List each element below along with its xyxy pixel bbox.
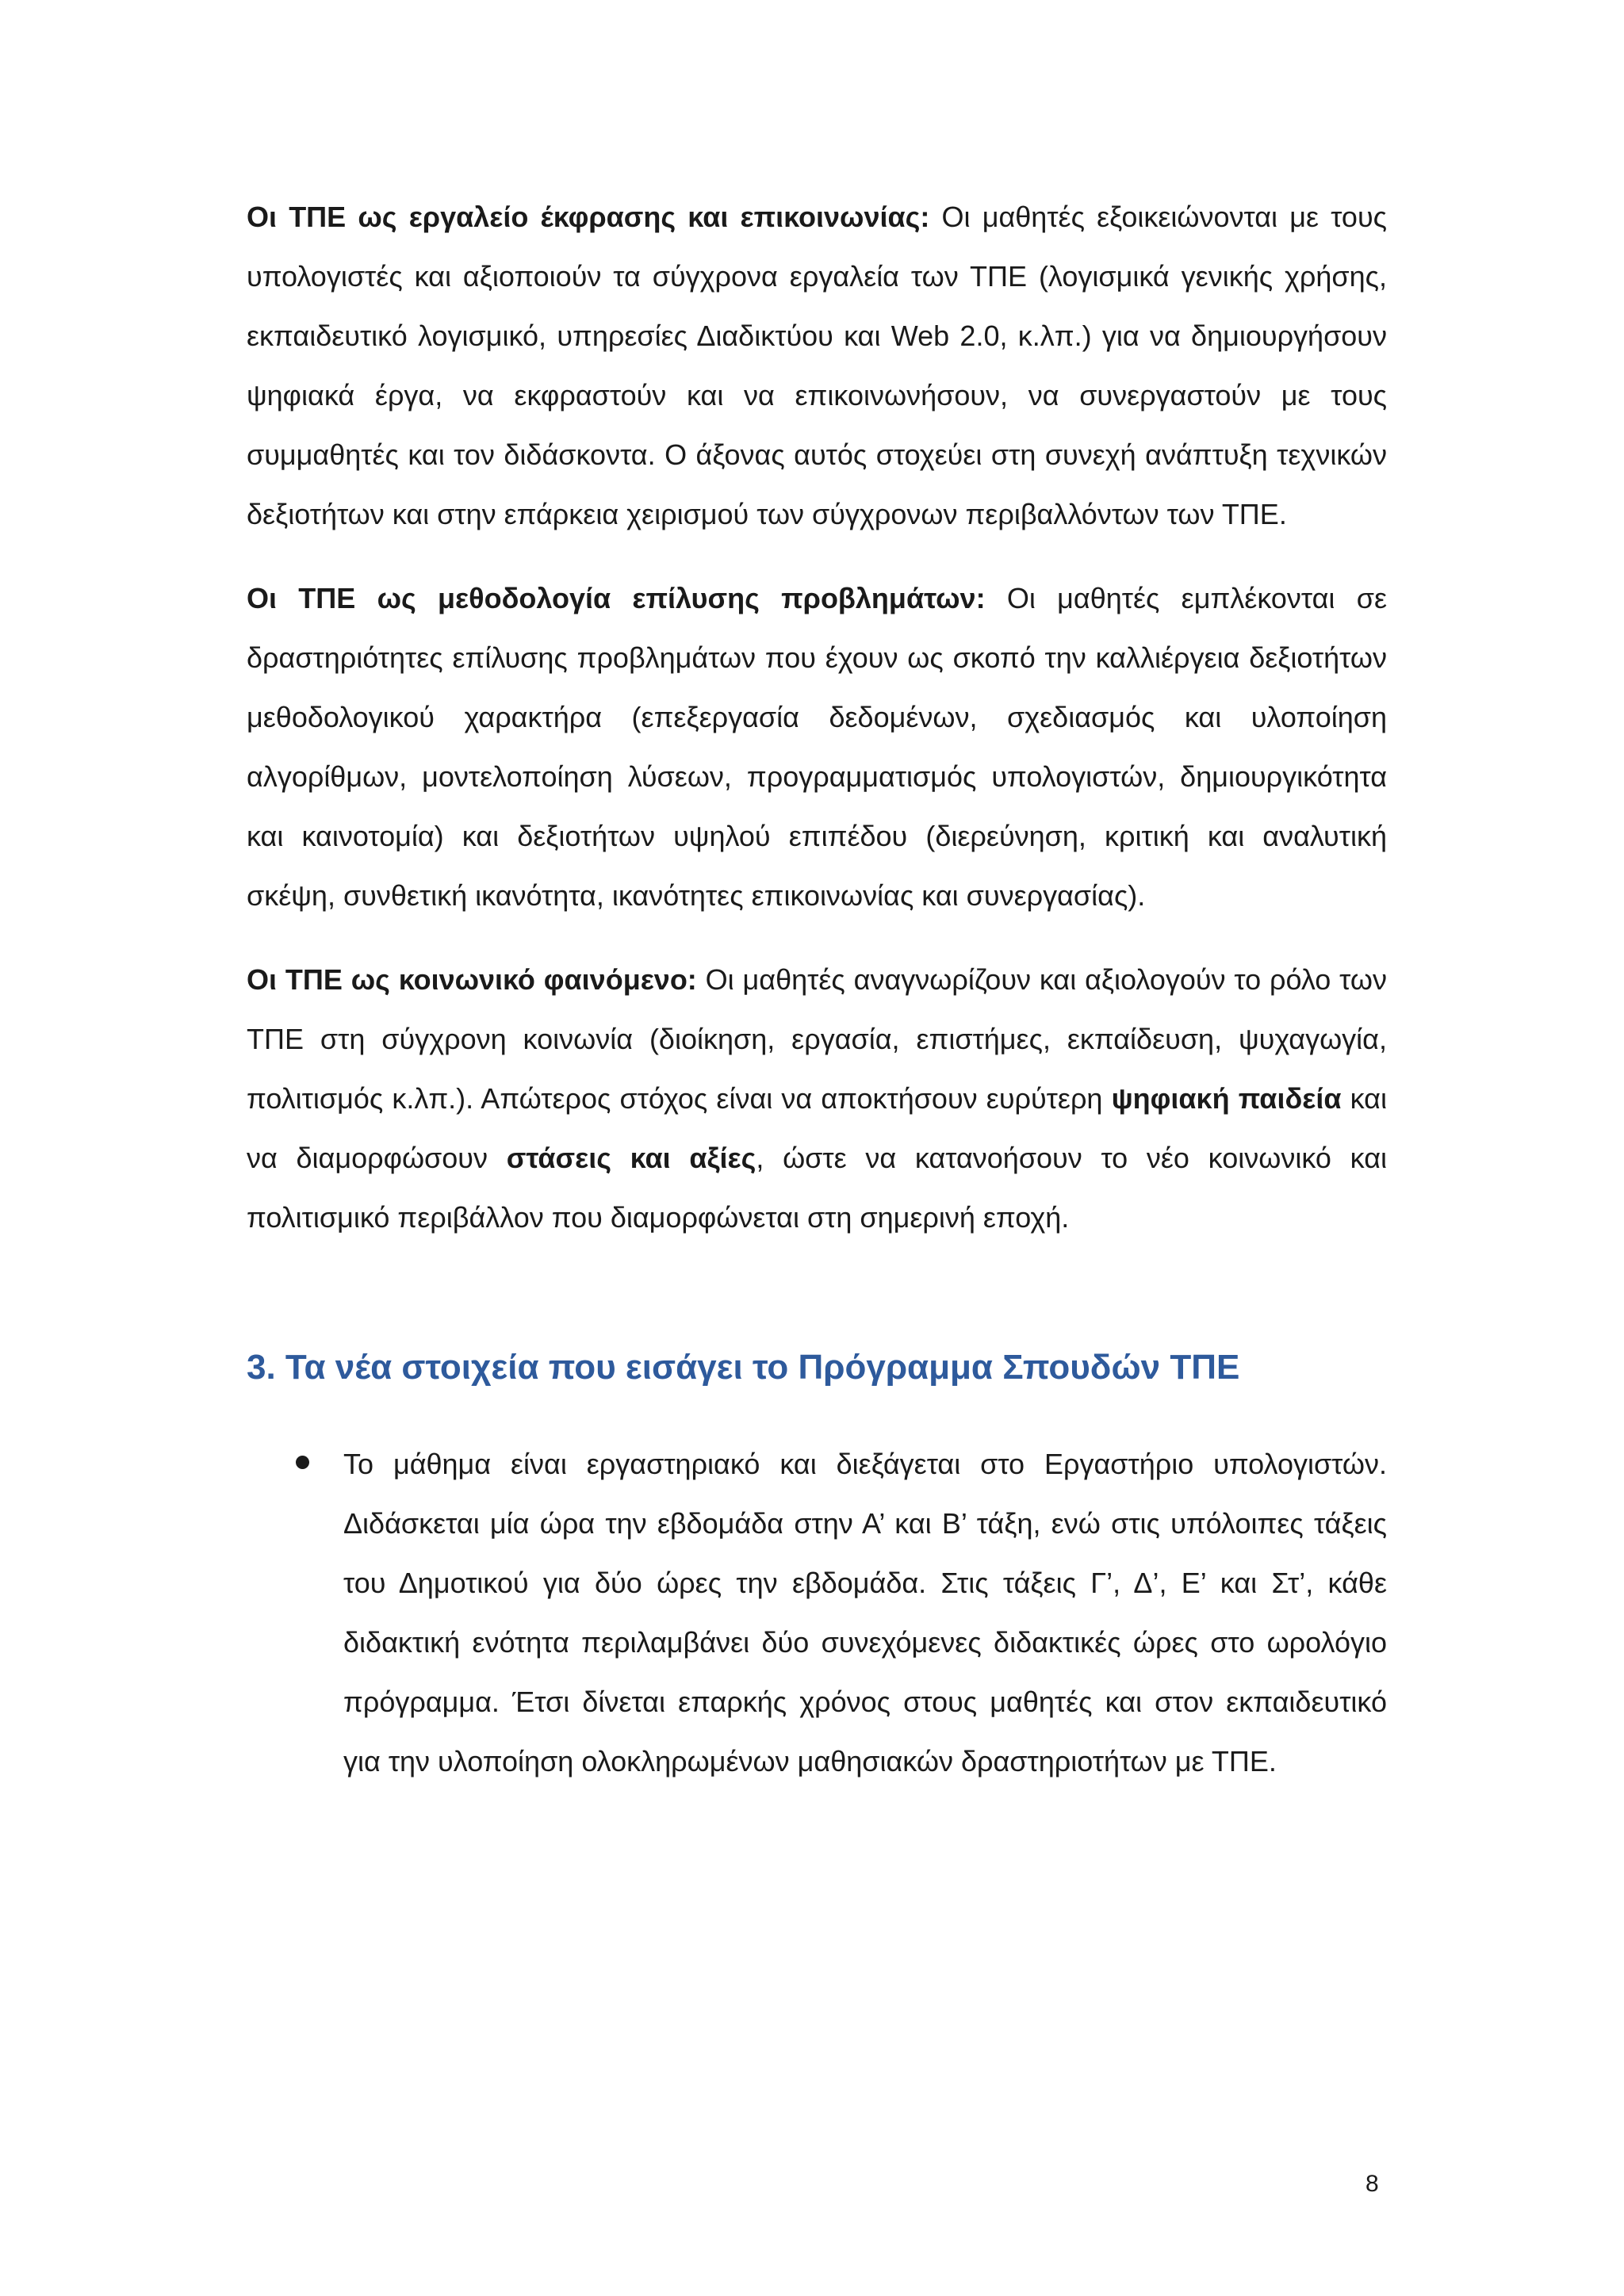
- paragraph-tools-expression: [247, 187, 1387, 544]
- paragraph-body: Οι μαθητές εξοικειώνονται με τους υπολογιστές και αξιοποιούν τα σύγχρονα εργαλεία των ΤΠΕ (λογισμικά γενικής χρήσης, εκπαιδευτικό λογισμικό, υπηρεσίες Διαδικτύου και Web 2.0, κ.λπ.) για να δημιουργήσουν ψηφιακά έργα, να εκφραστούν και να επικοινωνήσουν, να συνεργαστούν με τους συμμαθητές και τον διδάσκοντα. Ο άξονας αυτός στοχεύει στη συνεχή ανάπτυξη τεχνικών δεξιοτήτων και στην επάρκεια χειρισμού των σύγχρονων περιβαλλόντων των ΤΠΕ.: [247, 201, 1387, 530]
- paragraph-lead: Οι ΤΠΕ ως εργαλείο έκφρασης και επικοινωνίας:: [247, 201, 930, 233]
- bullet-item: [247, 1434, 1387, 1791]
- paragraph-body: και να διαμορφώσουν: [247, 1082, 1387, 1174]
- section-heading: 3. Τα νέα στοιχεία που εισάγει το Πρόγραμμα Σπουδών ΤΠΕ: [247, 1348, 1240, 1387]
- page-content: [247, 187, 1387, 1791]
- page-number: 8: [1365, 2171, 1379, 2197]
- paragraph-body: , ώστε να κατανοήσουν το νέο κοινωνικό και πολιτισμικό περιβάλλον που διαμορφώνεται στη σημερινή εποχή.: [247, 1142, 1388, 1234]
- paragraph-body: Οι μαθητές αναγνωρίζουν και αξιολογούν το ρόλο των ΤΠΕ στη σύγχρονη κοινωνία (διοίκηση, εργασία, επιστήμες, εκπαίδευση, ψυχαγωγία, πολιτισμός κ.λπ.). Απώτερος στόχος είναι να αποκτήσουν ευρύτερη: [247, 963, 1387, 1115]
- paragraph-lead: Οι ΤΠΕ ως μεθοδολογία επίλυσης προβλημάτων:: [247, 582, 986, 614]
- bullet-dot-icon: [296, 1456, 309, 1469]
- emphasis-attitudes-values: στάσεις και αξίες: [506, 1142, 756, 1174]
- paragraph-social-phenomenon: [247, 950, 1387, 1247]
- paragraph-body: Οι μαθητές εμπλέκονται σε δραστηριότητες επίλυσης προβλημάτων που έχουν ως σκοπό την καλλιέργεια δεξιοτήτων μεθοδολογικού χαρακτήρα (επεξεργασία δεδομένων, σχεδιασμός και υλοποίηση αλγορίθμων, μοντελοποίηση λύσεων, προγραμματισμός υπολογιστών, δημιουργικότητα και καινοτομία) και δεξιοτήτων υψηλού επιπέδου (διερεύνηση, κριτική και αναλυτική σκέψη, συνθετική ικανότητα, ικανότητες επικοινωνίας και συνεργασίας).: [247, 582, 1387, 912]
- emphasis-digital-literacy: ψηφιακή παιδεία: [1111, 1082, 1342, 1115]
- bullet-list: [247, 1434, 1387, 1791]
- paragraph-lead: Οι ΤΠΕ ως κοινωνικό φαινόμενο:: [247, 963, 697, 996]
- paragraph-problem-solving: [247, 568, 1387, 925]
- bullet-text: Το μάθημα είναι εργαστηριακό και διεξάγεται στο Εργαστήριο υπολογιστών. Διδάσκεται μία ώρα την εβδομάδα στην Α’ και Β’ τάξη, ενώ στις υπόλοιπες τάξεις του Δημοτικού για δύο ώρες την εβδομάδα. Στις τάξεις Γ’, Δ’, Ε’ και Στ’, κάθε διδακτική ενότητα περιλαμβάνει δύο συνεχόμενες διδακτικές ώρες στο ωρολόγιο πρόγραμμα. Έτσι δίνεται επαρκής χρόνος στους μαθητές και στον εκπαιδευτικό για την υλοποίηση ολοκληρωμένων μαθησιακών δραστηριοτήτων με ΤΠΕ.: [343, 1448, 1387, 1777]
